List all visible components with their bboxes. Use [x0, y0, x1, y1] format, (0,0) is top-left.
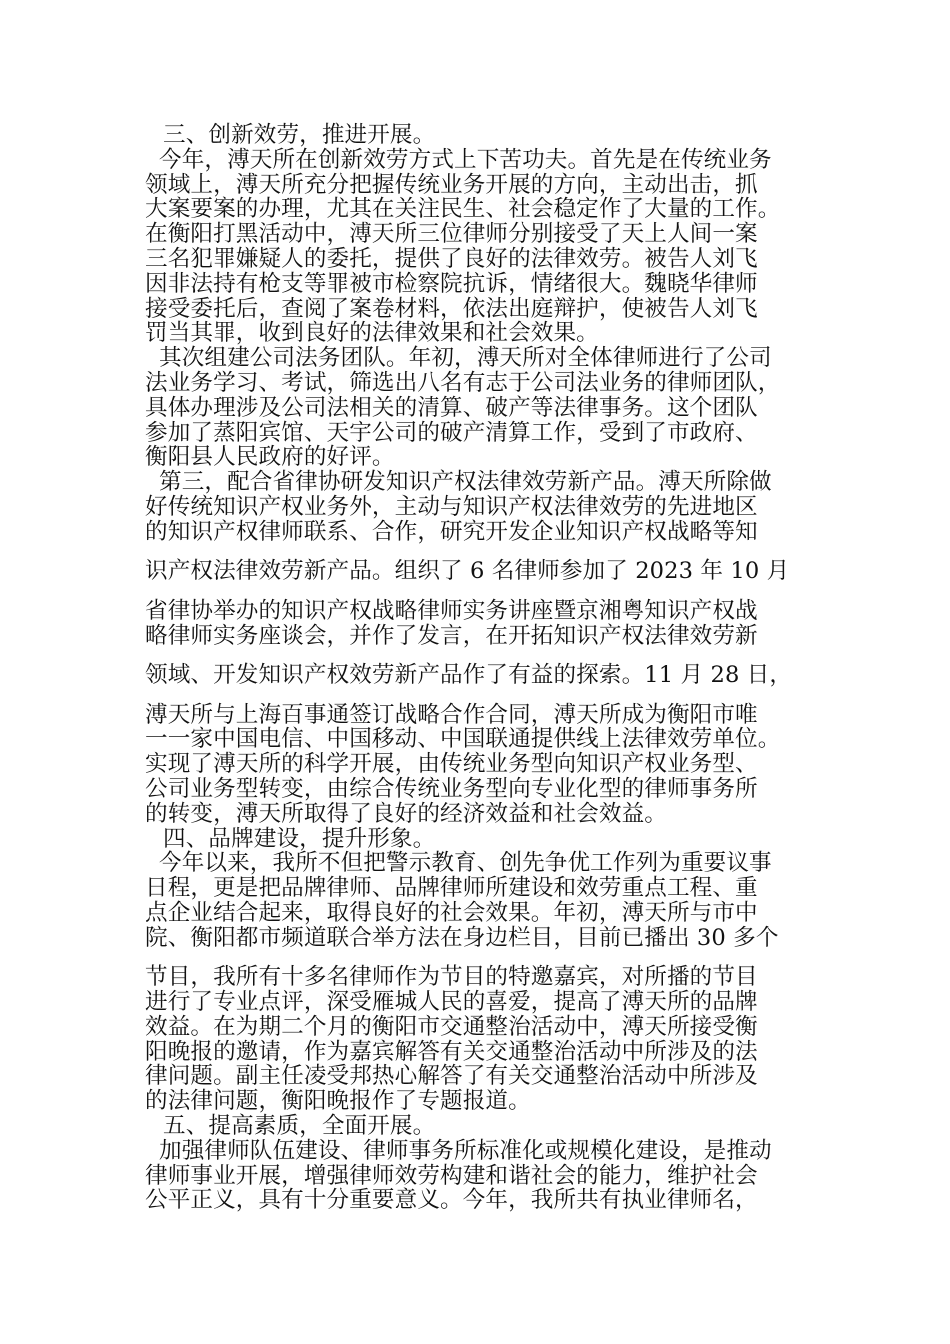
text-line: 律师事业开展，增强律师效劳构建和谐社会的能力，维护社会 [145, 1162, 758, 1189]
text-line: 领域上，溥天所充分把握传统业务开展的方向，主动出击，抓 [145, 171, 758, 198]
text-line: 衡阳县人民政府的好评。 [145, 444, 395, 471]
text-line: 其次组建公司法务团队。年初，溥天所对全体律师进行了公司 [159, 345, 772, 372]
text-line: 省律协举办的知识产权战略律师实务讲座暨京湘粤知识产权战 [145, 597, 758, 624]
text-line: 三名犯罪嫌疑人的委托，提供了良好的法律效劳。被告人刘飞 [145, 245, 758, 272]
text-line: 节目，我所有十多名律师作为节目的特邀嘉宾，对所播的节目 [145, 964, 758, 991]
text-line: 进行了专业点评，深受雁城人民的喜爱，提高了溥天所的品牌 [145, 989, 758, 1016]
section-heading: 五、提高素质，全面开展。 [163, 1113, 436, 1139]
text-line: 的法律问题，衡阳晚报作了专题报道。 [145, 1088, 531, 1115]
text-line: 今年，溥天所在创新效劳方式上下苦功夫。首先是在传统业务 [159, 146, 772, 173]
text-line: 实现了溥天所的科学开展，由传统业务型向知识产权业务型、 [145, 751, 758, 778]
text-line: 参加了蒸阳宾馆、天宇公司的破产清算工作，受到了市政府、 [145, 419, 758, 446]
text-line: 好传统知识产权业务外，主动与知识产权法律效劳的先进地区 [145, 493, 758, 520]
document-page [145, 123, 815, 1213]
text-line: 溥天所与上海百事通签订战略合作合同，溥天所成为衡阳市唯 [145, 701, 758, 728]
text-line: 阳晚报的邀请，作为嘉宾解答有关交通整治活动中所涉及的法 [145, 1038, 758, 1065]
text-line: 加强律师队伍建设、律师事务所标准化或规模化建设，是推动 [159, 1137, 772, 1164]
text-line: 具体办理涉及公司法相关的清算、破产等法律事务。这个团队 [145, 394, 758, 421]
text-line: 第三，配合省律协研发知识产权法律效劳新产品。溥天所除做 [159, 469, 772, 496]
section-heading: 三、创新效劳，推进开展。 [163, 122, 436, 148]
text-line: 律问题。副主任凌受邦热心解答了有关交通整治活动中所涉及 [145, 1063, 758, 1090]
text-line: 大案要案的办理，尤其在关注民生、社会稳定作了大量的工作。 [145, 196, 781, 223]
text-line: 略律师实务座谈会，并作了发言，在开拓知识产权法律效劳新 [145, 622, 758, 649]
text-line: 法业务学习、考试，筛选出八名有志于公司法业务的律师团队， [145, 369, 781, 396]
text-line: 今年以来，我所不但把警示教育、创先争优工作列为重要议事 [159, 850, 772, 877]
text-line: 一一家中国电信、中国移动、中国联通提供线上法律效劳单位。 [145, 726, 781, 753]
text-line: 在衡阳打黑活动中，溥天所三位律师分别接受了天上人间一案 [145, 221, 758, 248]
text-line: 公平正义，具有十分重要意义。今年，我所共有执业律师名， [145, 1187, 758, 1214]
text-line: 罚当其罪，收到良好的法律效果和社会效果。 [145, 320, 599, 347]
text-line: 因非法持有枪支等罪被市检察院抗诉，情绪很大。魏晓华律师 [145, 270, 758, 297]
text-line: 日程，更是把品牌律师、品牌律师所建设和效劳重点工程、重 [145, 875, 758, 902]
text-line: 接受委托后，查阅了案卷材料，依法出庭辩护，使被告人刘飞 [145, 295, 758, 322]
text-line: 院、衡阳都市频道联合举方法在身边栏目，目前已播出 30 多个 [145, 924, 779, 951]
section-heading: 四、品牌建设，提升形象。 [163, 825, 436, 852]
text-line: 领域、开发知识产权效劳新产品作了有益的探索。11 月 28 日， [145, 662, 793, 689]
text-line: 的转变，溥天所取得了良好的经济效益和社会效益。 [145, 800, 667, 827]
text-line: 点企业结合起来，取得良好的社会效果。年初，溥天所与市中 [145, 899, 758, 926]
text-line: 的知识产权律师联系、合作，研究开发企业知识产权战略等知 [145, 518, 758, 545]
text-line: 识产权法律效劳新产品。组织了 6 名律师参加了 2023 年 10 月 [145, 558, 790, 585]
text-line: 效益。在为期二个月的衡阳市交通整治活动中，溥天所接受衡 [145, 1013, 758, 1040]
text-line: 公司业务型转变，由综合传统业务型向专业化型的律师事务所 [145, 775, 758, 802]
